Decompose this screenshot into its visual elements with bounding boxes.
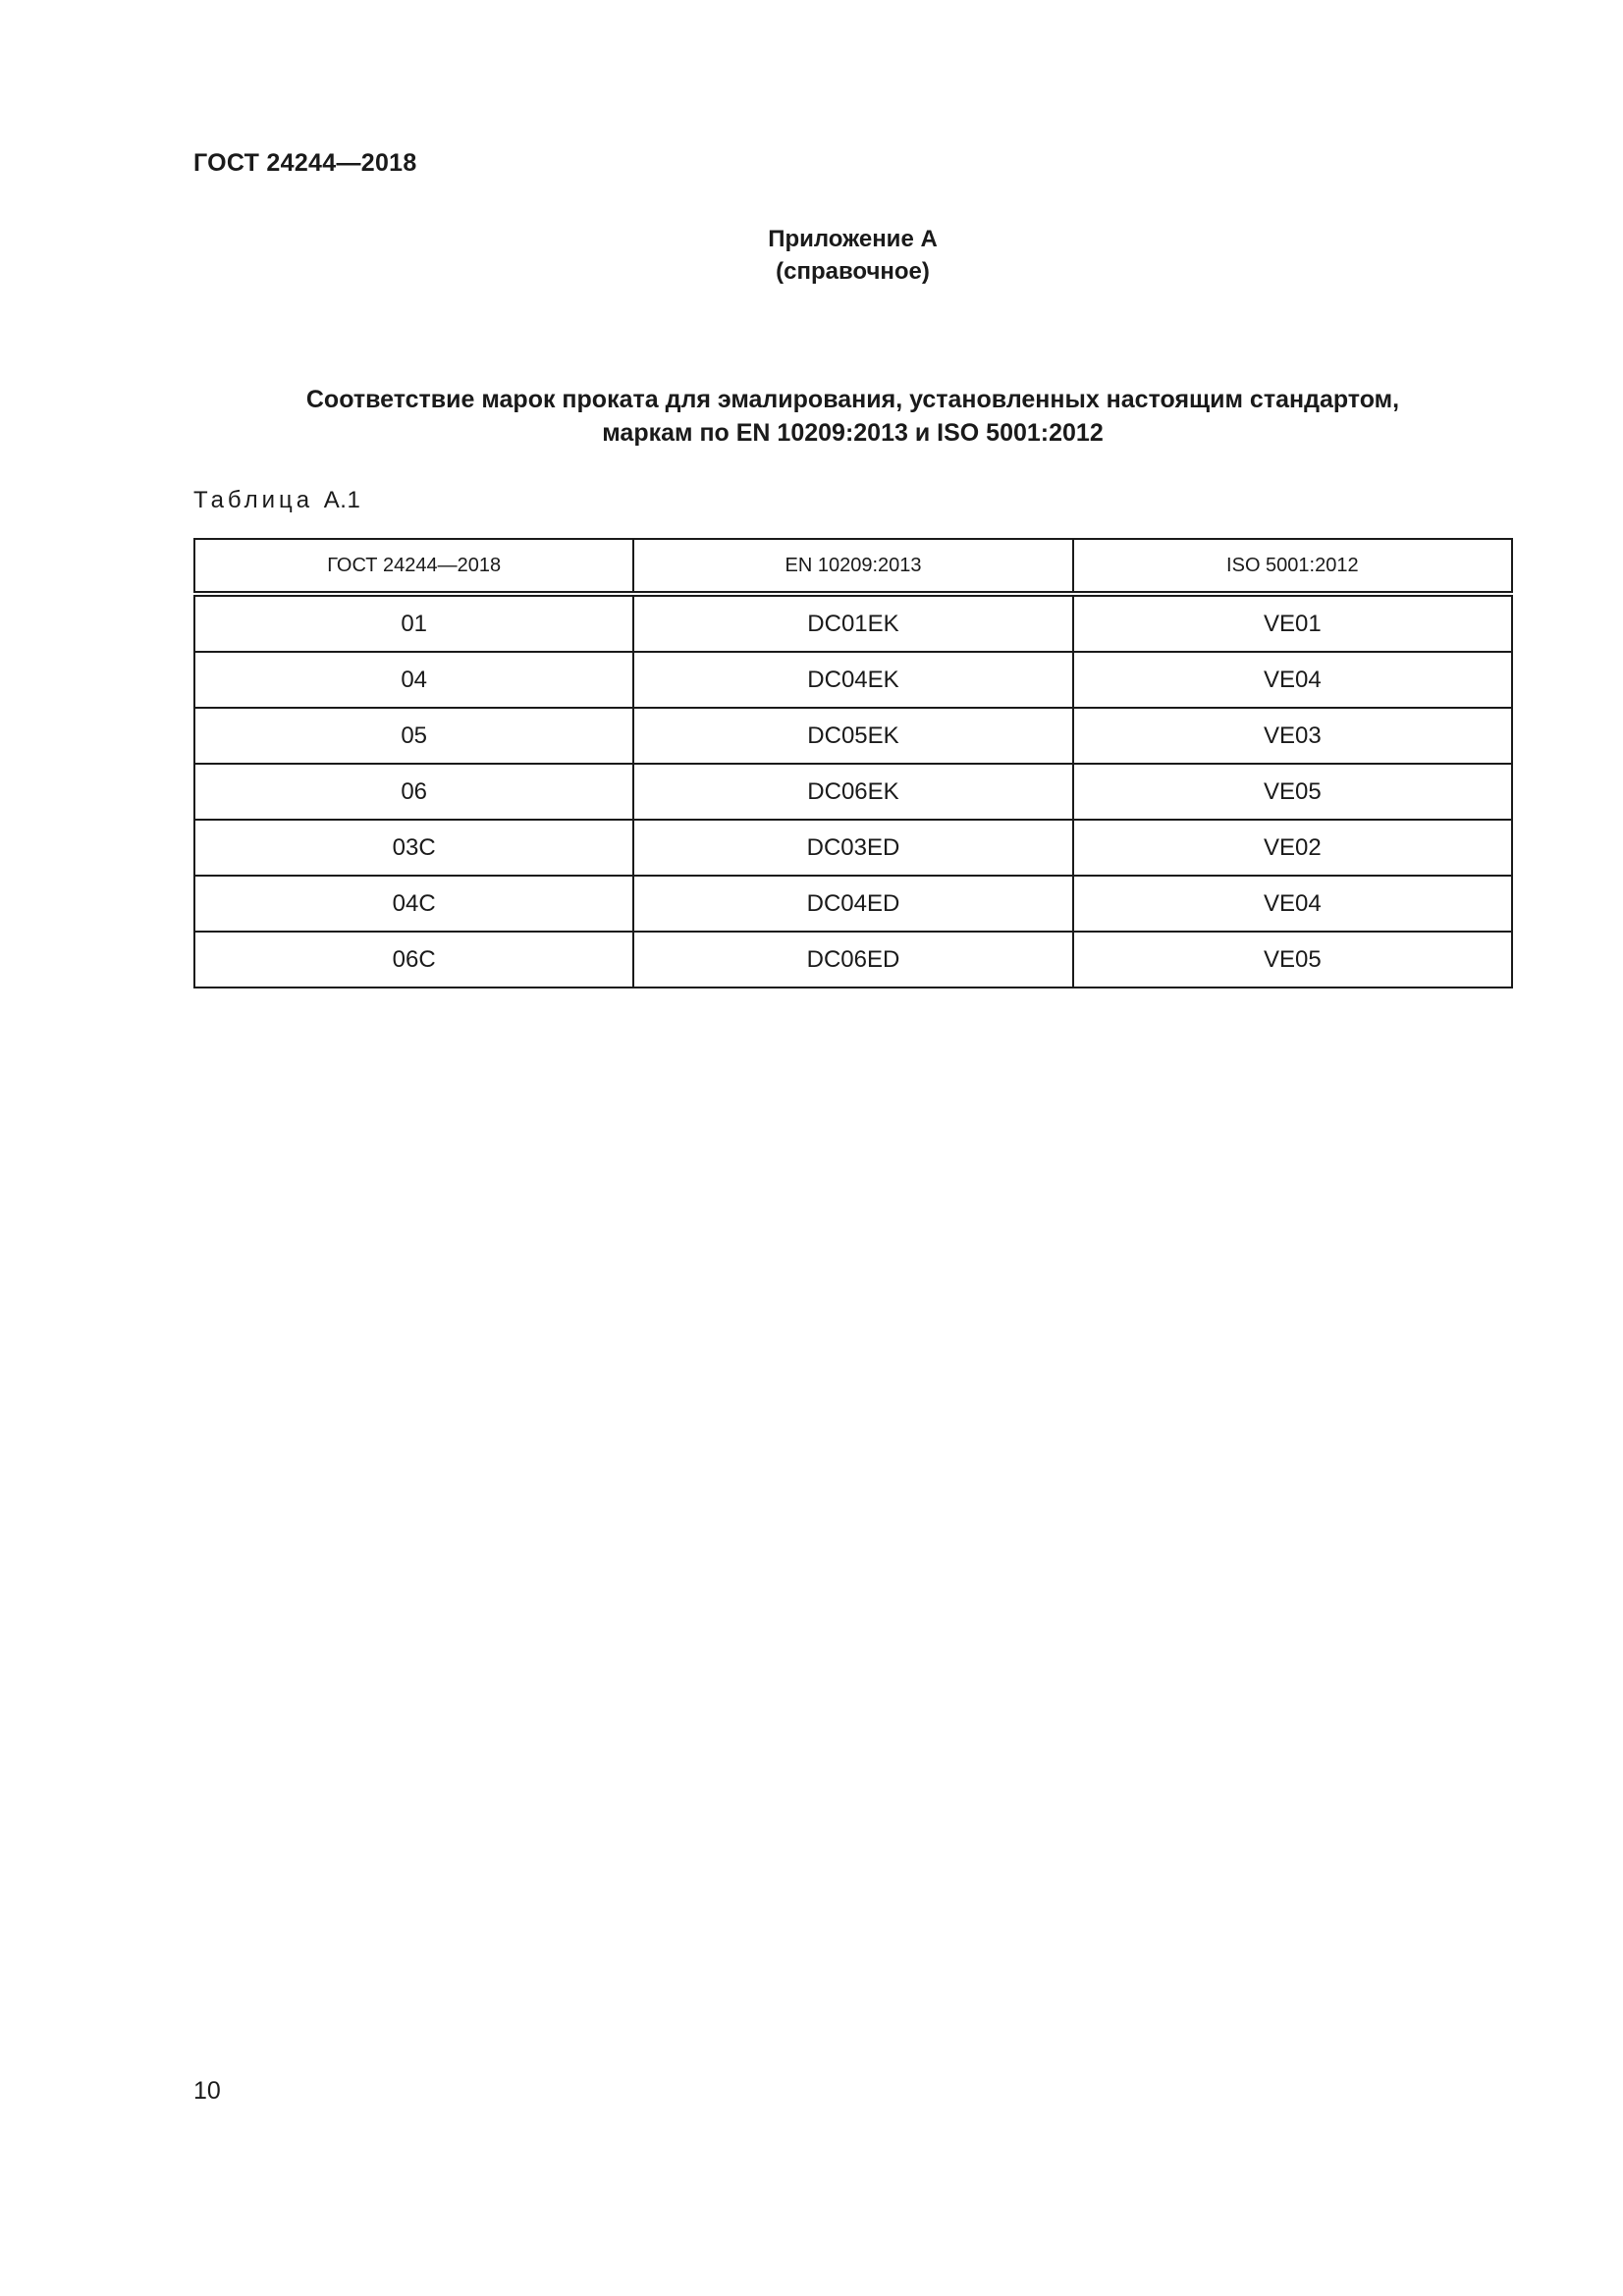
page-number: 10 bbox=[193, 2077, 221, 2105]
table-row bbox=[194, 876, 1512, 932]
cell-iso-grade: VE04 bbox=[1073, 652, 1512, 708]
appendix-title: Приложение А bbox=[768, 226, 938, 252]
section-heading-line-1: Соответствие марок проката для эмалирования, установленных настоящим стандартом, bbox=[305, 386, 1400, 413]
column-header-iso: ISO 5001:2012 bbox=[1073, 539, 1512, 594]
cell-en-grade: DC03ED bbox=[633, 820, 1072, 876]
table-caption-label: Таблица bbox=[193, 487, 314, 513]
cell-iso-grade: VE02 bbox=[1073, 820, 1512, 876]
appendix-kind: (справочное) bbox=[776, 258, 930, 285]
cell-gost-grade: 01 bbox=[194, 594, 633, 652]
cell-gost-grade: 03С bbox=[194, 820, 633, 876]
column-header-gost: ГОСТ 24244—2018 bbox=[194, 539, 633, 594]
cell-en-grade: DC06ED bbox=[633, 932, 1072, 988]
cell-en-grade: DC04ED bbox=[633, 876, 1072, 932]
cell-iso-grade: VE05 bbox=[1073, 932, 1512, 988]
cell-gost-grade: 04С bbox=[194, 876, 633, 932]
cell-gost-grade: 05 bbox=[194, 708, 633, 764]
table-row bbox=[194, 820, 1512, 876]
cell-gost-grade: 06 bbox=[194, 764, 633, 820]
table-header-row bbox=[194, 539, 1512, 594]
document-code: ГОСТ 24244—2018 bbox=[193, 149, 417, 177]
table-row bbox=[194, 594, 1512, 652]
table-caption bbox=[193, 487, 360, 514]
table-row bbox=[194, 652, 1512, 708]
cell-en-grade: DC04EK bbox=[633, 652, 1072, 708]
grade-correspondence-table bbox=[193, 538, 1513, 988]
cell-iso-grade: VE04 bbox=[1073, 876, 1512, 932]
column-header-en: EN 10209:2013 bbox=[633, 539, 1072, 594]
cell-en-grade: DC06EK bbox=[633, 764, 1072, 820]
cell-gost-grade: 04 bbox=[194, 652, 633, 708]
table-row bbox=[194, 932, 1512, 988]
cell-iso-grade: VE05 bbox=[1073, 764, 1512, 820]
cell-iso-grade: VE03 bbox=[1073, 708, 1512, 764]
cell-iso-grade: VE01 bbox=[1073, 594, 1512, 652]
table-caption-number: А.1 bbox=[323, 487, 361, 513]
section-heading-line-2: маркам по EN 10209:2013 и ISO 5001:2012 bbox=[602, 419, 1104, 447]
cell-gost-grade: 06С bbox=[194, 932, 633, 988]
table-row bbox=[194, 708, 1512, 764]
table-row bbox=[194, 764, 1512, 820]
cell-en-grade: DC05EK bbox=[633, 708, 1072, 764]
cell-en-grade: DC01EK bbox=[633, 594, 1072, 652]
